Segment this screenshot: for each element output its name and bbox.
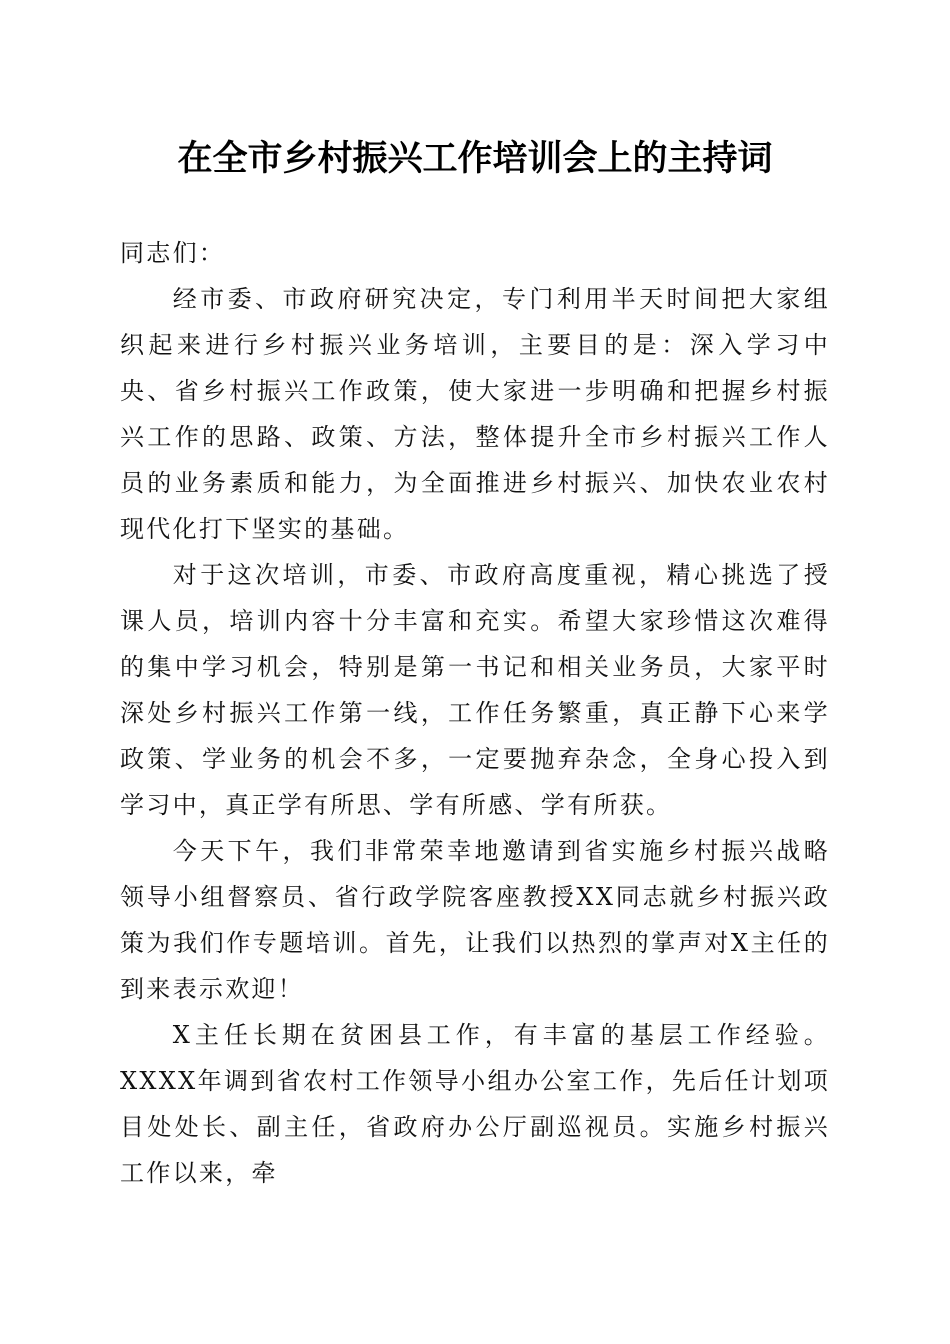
paragraph-3: 今天下午，我们非常荣幸地邀请到省实施乡村振兴战略领导小组督察员、省行政学院客座教授XX同志就乡村振兴政策为我们作专题培训。首先，让我们以热烈的掌声对X主任的到来表示欢迎！ <box>120 837 830 1003</box>
salutation: 同志们： <box>120 239 226 267</box>
paragraph-2: 对于这次培训，市委、市政府高度重视，精心挑选了授课人员，培训内容十分丰富和充实。希望大家珍惜这次难得的集中学习机会，特别是第一书记和相关业务员，大家平时深处乡村振兴工作第一线，工作任务繁重，真正静下心来学政策、学业务的机会不多，一定要抛弃杂念，全身心投入到学习中，真正学有所思、学有所感、学有所获。 <box>120 561 830 819</box>
document-body <box>120 230 830 1196</box>
paragraph-4: X主任长期在贫困县工作，有丰富的基层工作经验。XXXX年调到省农村工作领导小组办公室工作，先后任计划项目处处长、副主任，省政府办公厅副巡视员。实施乡村振兴工作以来，牵 <box>120 1021 830 1187</box>
paragraph-1: 经市委、市政府研究决定，专门利用半天时间把大家组织起来进行乡村振兴业务培训，主要目的是：深入学习中央、省乡村振兴工作政策，使大家进一步明确和把握乡村振兴工作的思路、政策、方法，整体提升全市乡村振兴工作人员的业务素质和能力，为全面推进乡村振兴、加快农业农村现代化打下坚实的基础。 <box>120 285 830 543</box>
document-title: 在全市乡村振兴工作培训会上的主持词 <box>177 138 773 179</box>
